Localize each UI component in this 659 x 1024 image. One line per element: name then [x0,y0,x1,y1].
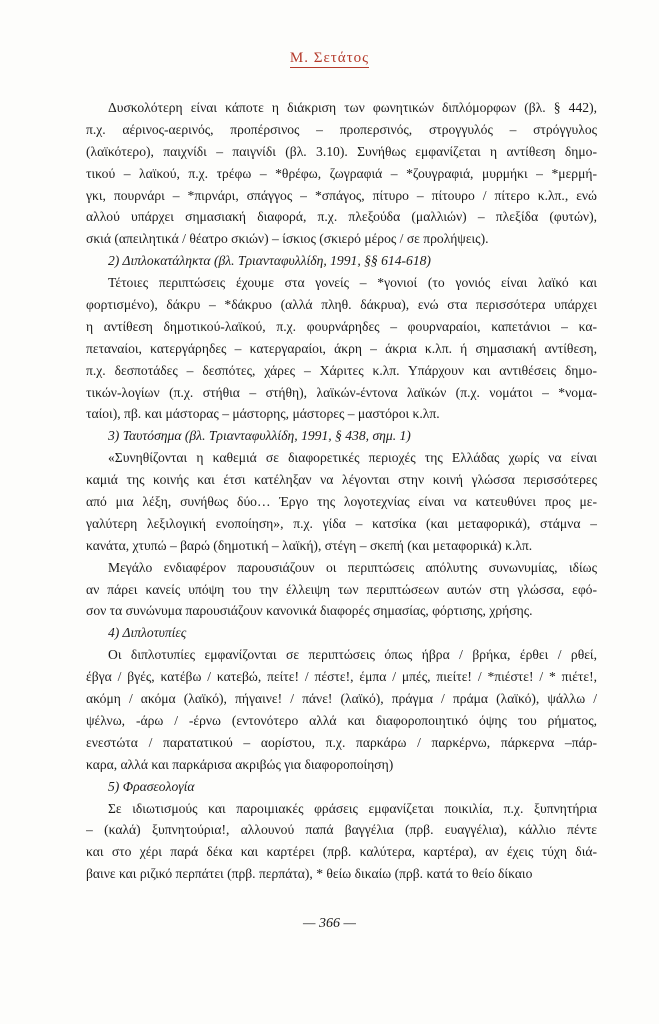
section-heading: 3) Ταυτόσημα (βλ. Τριανταφυλλίδη, 1991, § 438, σημ. 1) [108,428,411,444]
paragraph-line: Οι διπλοτυπίες εμφανίζονται σε περιπτώσεις όπως ήβρα / βρήκα, έρθει / ρθεί, [108,647,597,663]
paragraph-line: αλλού υπάρχει σημασιακή διαφορά, π.χ. πλεξούδα (μαλλιών) – πλεξίδα (φυτών), [86,209,597,225]
paragraph-line: κανάτα, χτυπώ – βαρώ (δημοτική – λαϊκή), στέγη – σκεπή (και μεταφορικά) κ.λπ. [86,537,533,553]
paragraph-line: Μεγάλο ενδιαφέρον παρουσιάζουν οι περιπτώσεις απόλυτης συνωνυμίας, ιδίως [108,559,597,575]
paragraph-line: πεταναίοι, κατεργάρηδες – κατεργαραίοι, άκρη – άκρια κ.λπ. ή σημασιακή αντίθεση, [86,340,597,356]
paragraph-line: τικών-λογίων (π.χ. στήθια – στήθη), λαϊκών-έντονα λαϊκών (π.χ. νομάτοι – *νομα- [86,384,597,400]
paragraph-line: Δυσκολότερη είναι κάποτε η διάκριση των φωνητικών διπλόμορφων (βλ. § 442), [108,100,597,115]
paragraph-line: σκιά (απειλητικά / θέατρο σκιών) – ίσκιος (σκιερό μέρος / σε προλήψεις). [86,231,489,247]
paragraph-line: «Συνηθίζονται η καθεμιά σε διαφορετικές περιοχές της Ελλάδας χωρίς να είναι [108,450,597,466]
section-heading: 5) Φρασεολογία [108,778,195,794]
paragraph-line: από μια λέξη, συνήθως δύο… Έργο της λογοτεχνίας είναι να κατευθύνει προς με- [86,494,597,510]
paragraph-line: – (καλά) ξυπνητούρια!, αλλουνού παπά βαγγέλια (πρβ. ευαγγέλια), κάλλιο πέντε [86,822,597,838]
paragraph-line: γαλύτερη λεξιλογική ενοποίηση», π.χ. γίδα – κατσίκα (και μεταφορικά), στάμνα – [86,515,597,531]
running-head-text: Μ. Σετάτος [289,50,370,66]
paragraph-line: βαινε και ριζικό περπάτει (πρβ. περπάτα), * θείω δικαίω (πρβ. κατά το θείο δίκαιο [86,866,533,882]
paragraph-line: αν πάρει κανείς υπόψη του την έλλειψη των περιπτώσεων αυτών στη γλώσσα, εφό- [86,581,597,597]
paragraph-line: π.χ. δεσποτάδες – δεσπότες, χάρες – Χάριτες κ.λπ. Υπάρχουν και αντιθέσεις δημο- [86,362,597,378]
paragraph-line: και στο χέρι παρά δέκα και καρτέρει (πρβ. καλύτερα, καρτέρα), αν έχεις τύχη διά- [86,844,597,860]
section-heading: 4) Διπλοτυπίες [108,625,187,641]
paragraph-line: τικού – λαϊκού, π.χ. τρέφω – *θρέφω, ζωγραφιά – *ζουγραφιά, μυρμήκι – *μερμή- [86,165,597,181]
paragraph-line: έβγα / βγές, κατέβω / κατεβώ, πείτε! / πέστε!, έμπα / μπές, πιείτε! / *πιέστε! / * πιέτε!, [86,669,597,685]
running-head [0,50,659,67]
paragraph-line: Σε ιδιωτισμούς και παροιμιακές φράσεις εμφανίζεται ποικιλία, π.χ. ξυπνητήρια [108,800,597,816]
paragraph-line: ακόμη / ακόμα (λαϊκό), πήγαινε! / πάνε! (λαϊκό), πράγμα / πράμα (λαϊκό), ψάλλω / [86,691,597,707]
paragraph-line: (λαϊκότερο), παιχνίδι – παιγνίδι (βλ. 3.10). Συνήθως εμφανίζεται η αντίθεση δημο- [86,143,597,159]
paragraph-line: σον τα συνώνυμα παρουσιάζουν κανονικά διαφορές σημασίας, φόρτισης, χρήσης. [86,603,533,619]
paragraph-line: γκι, πουρνάρι – *πιρνάρι, σπάγγος – *σπάγος, πίτυρο – πίτουρο / πίτερο κ.λπ., ενώ [86,187,597,203]
paragraph-line: ενεστώτα / παρατατικού – αορίστου, π.χ. παρκάρω / παρκέρνω, πάρκερνα –πάρ- [86,734,597,750]
body-text [86,97,597,885]
section-heading: 2) Διπλοκατάληκτα (βλ. Τριανταφυλλίδη, 1991, §§ 614-618) [108,253,431,269]
paragraph-line: η αντίθεση δημοτικού-λαϊκού, π.χ. φουρνάρηδες – φουρναραίοι, καπετάνιοι – κα- [86,318,597,334]
page-number: — 366 — [303,916,356,931]
paragraph-line: καρα, αλλά και παρκάρισα ακριβώς για διαφοροποίηση) [86,756,394,772]
paragraph-line: καμιά της κοινής και έτσι κατέληξαν να λέγονται στην κοινή γλώσσα περισσότερες [86,472,597,488]
paragraph-line: ψέλνω, -άρω / -έρνω (εντονότερο αλλά και διαφοροποιητικό όψης του ρήματος, [86,712,597,728]
paragraph-line: ταίοι), πβ. και μάστορας – μάστορης, μάστορες – μαστόροι κ.λπ. [86,406,440,422]
paragraph-line: φορτισμένο), δάκρυ – *δάκρυο (αλλά πληθ. δάκρυα), ενώ στα περισσότερα υπάρχει [86,297,597,313]
paragraph-line: Τέτοιες περιπτώσεις έχουμε στα γονείς – *γονιοί (το γονιός είναι λαϊκό και [108,275,597,291]
paragraph-line: π.χ. αέρινος-αερινός, προπέρσινος – προπερσινός, στρογγυλός – στρόγγυλος [86,121,597,137]
